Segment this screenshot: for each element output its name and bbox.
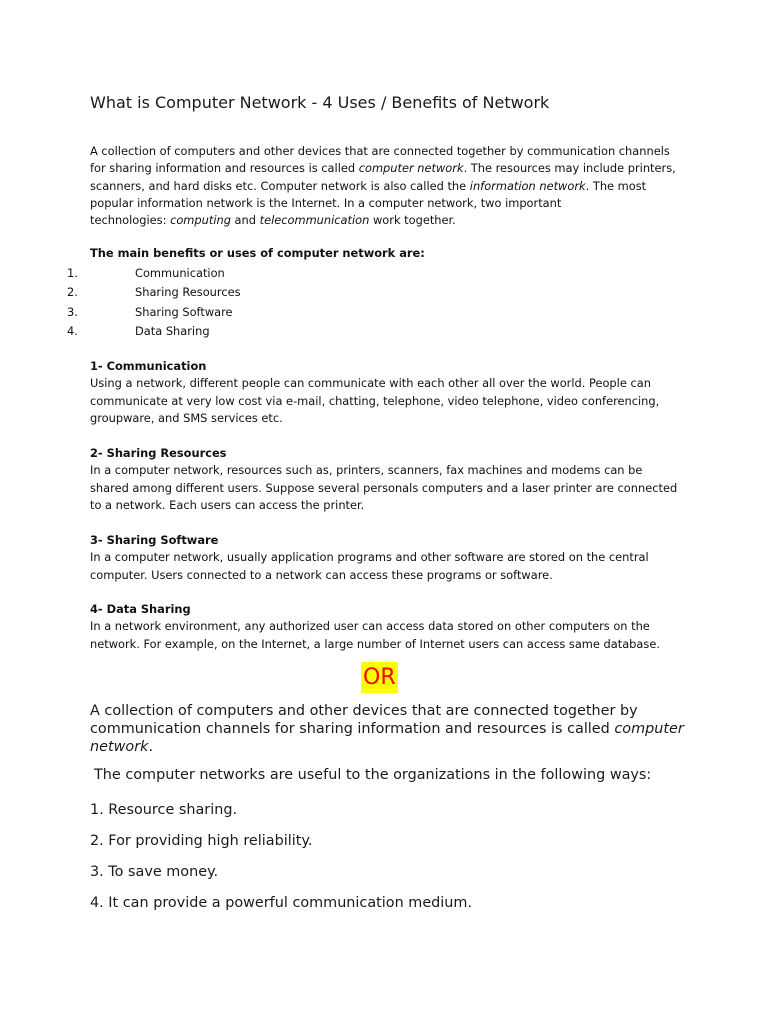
benefits-heading: The main benefits or uses of computer network are: [90, 246, 425, 260]
intro-emphasis: telecommunication [259, 213, 370, 228]
intro-emphasis: information network [469, 178, 586, 193]
section-line: In a computer network, usually application programs and other software are stored on the central [90, 550, 649, 565]
section-communication [90, 358, 690, 428]
definition-paragraph [90, 702, 690, 757]
list-item [0, 322, 400, 341]
list-item-label: Communication [135, 266, 225, 280]
ways-list-item: 4. It can provide a powerful communication medium. [90, 895, 473, 911]
section-line: Using a network, different people can communicate with each other all over the world. People can [90, 376, 651, 391]
list-item-label: Sharing Resources [135, 285, 241, 300]
intro-text: work together. [369, 213, 456, 228]
list-item-label: Sharing Software [135, 304, 233, 319]
section-heading: 3- Sharing Software [90, 533, 219, 547]
section-sharing-software [90, 532, 690, 584]
intro-text: and [230, 213, 260, 228]
list-item-number: 4. [67, 323, 78, 338]
list-item [0, 283, 400, 302]
list-item-number: 2. [67, 285, 78, 300]
intro-line [90, 178, 690, 195]
section-line: to a network. Each users can access the printer. [90, 498, 365, 513]
section-heading: 2- Sharing Resources [90, 446, 227, 460]
section-heading: 1- Communication [90, 359, 207, 373]
intro-line [90, 160, 690, 177]
section-line: In a computer network, resources such as, printers, scanners, fax machines and modems can be [90, 463, 643, 478]
ways-intro: The computer networks are useful to the organizations in the following ways: [94, 767, 652, 783]
intro-line [90, 212, 690, 229]
section-line: computer. Users connected to a network can access these programs or software. [90, 567, 553, 582]
section-data-sharing [90, 601, 690, 653]
definition-emphasis: computer [614, 721, 684, 738]
section-line: groupware, and SMS services etc. [90, 411, 283, 426]
intro-text: for sharing information and resources is called [90, 161, 359, 176]
section-line: In a network environment, any authorized user can access data stored on other computers on the [90, 619, 650, 634]
definition-emphasis: network [90, 739, 149, 756]
page-title: What is Computer Network - 4 Uses / Benefits of Network [90, 93, 550, 112]
intro-line: A collection of computers and other devices that are connected together by communication channels [90, 144, 670, 158]
list-item [0, 303, 400, 322]
intro-emphasis: computing [170, 213, 231, 228]
section-heading: 4- Data Sharing [90, 602, 191, 616]
intro-text: . The resources may include printers, [463, 161, 676, 176]
benefits-list [0, 264, 400, 341]
list-item [0, 264, 400, 283]
or-highlight-label: OR [361, 662, 398, 693]
intro-text: scanners, and hard disks etc. Computer network is also called the [90, 178, 470, 193]
intro-paragraph [90, 143, 690, 229]
intro-text: . The most [585, 178, 647, 193]
definition-line: A collection of computers and other devices that are connected together by [90, 703, 638, 719]
section-line: shared among different users. Suppose several personals computers and a laser printer are connected [90, 480, 678, 495]
intro-emphasis: computer network [358, 161, 464, 176]
definition-line [90, 720, 690, 738]
ways-list-item: 2. For providing high reliability. [90, 833, 313, 849]
ways-list-item: 1. Resource sharing. [90, 802, 238, 818]
definition-text: communication channels for sharing information and resources is called [90, 721, 615, 738]
intro-line: popular information network is the Internet. In a computer network, two important [90, 195, 562, 210]
intro-text: technologies: [90, 213, 171, 228]
section-line: network. For example, on the Internet, a large number of Internet users can access same database. [90, 636, 660, 651]
list-item-number: 1. [67, 266, 78, 280]
ways-list-item: 3. To save money. [90, 864, 219, 880]
list-item-number: 3. [67, 304, 78, 319]
section-sharing-resources [90, 445, 690, 515]
definition-line [90, 738, 690, 756]
list-item-label: Data Sharing [135, 323, 210, 338]
section-line: communicate at very low cost via e-mail, chatting, telephone, video telephone, video conferencing, [90, 393, 660, 408]
definition-text: . [148, 739, 154, 756]
